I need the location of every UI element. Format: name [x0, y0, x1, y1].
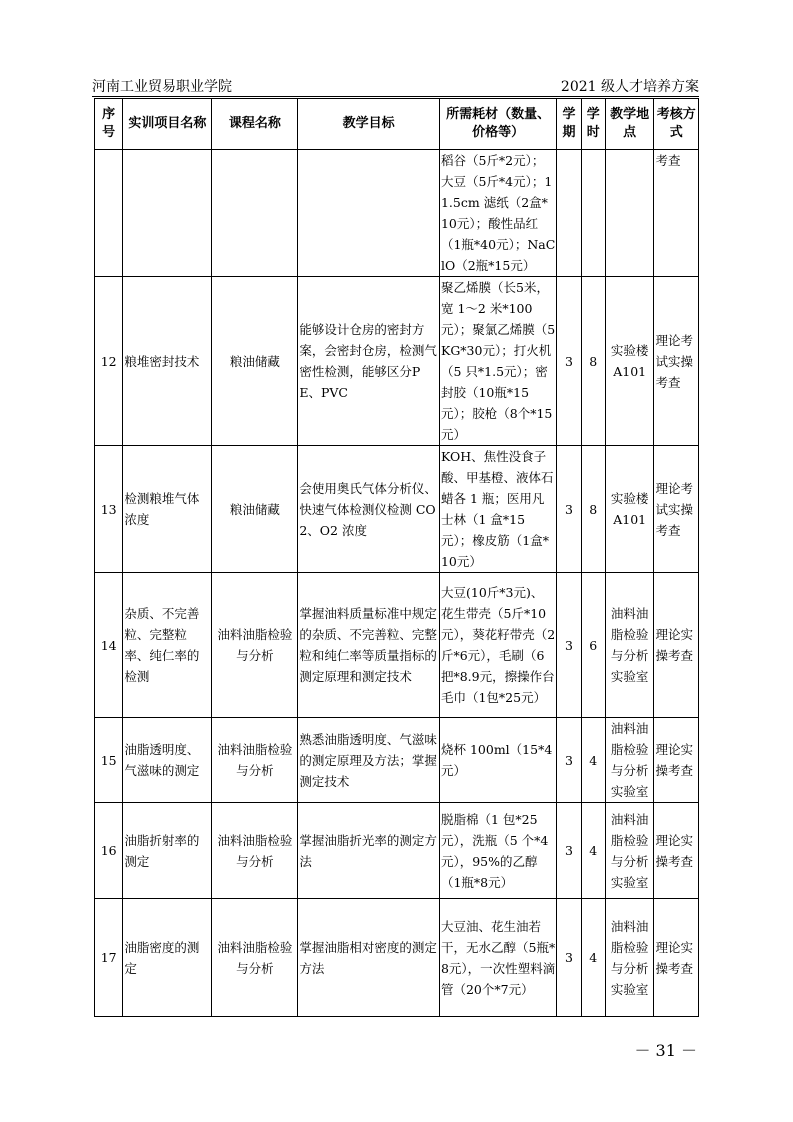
cell-goal — [298, 150, 440, 277]
col-header-project: 实训项目名称 — [123, 99, 212, 150]
cell-exam: 理论实操考查 — [654, 899, 699, 1017]
cell-exam: 理论实操考查 — [654, 803, 699, 899]
cell-course: 油料油脂检验与分析 — [212, 718, 298, 803]
cell-goal: 掌握油脂相对密度的测定方法 — [298, 899, 440, 1017]
cell-goal: 掌握油脂折光率的测定方法 — [298, 803, 440, 899]
cell-hours — [581, 150, 605, 277]
cell-course: 粮油储藏 — [212, 446, 298, 573]
cell-place: 油料油脂检验与分析实验室 — [605, 803, 654, 899]
col-header-hours: 学时 — [581, 99, 605, 150]
cell-materials: 稻谷（5斤*2元）；大豆（5斤*4元）；11.5cm 滤纸（2盒*10元）；酸性品红（1瓶*40元）；NaClO（2瓶*15元） — [439, 150, 556, 277]
table-row — [95, 150, 699, 277]
cell-hours: 6 — [581, 573, 605, 718]
cell-course — [212, 150, 298, 277]
cell-course: 油料油脂检验与分析 — [212, 573, 298, 718]
cell-no: 14 — [95, 573, 123, 718]
header-school: 河南工业贸易职业学院 — [92, 79, 232, 95]
cell-goal: 能够设计仓房的密封方案，会密封仓房，检测气密性检测，能够区分PE、PVC — [298, 277, 440, 446]
cell-no — [95, 150, 123, 277]
cell-place — [605, 150, 654, 277]
cell-hours: 8 — [581, 277, 605, 446]
cell-materials: KOH、焦性没食子酸、甲基橙、液体石蜡各 1 瓶；医用凡士林（1 盒*15元）；橡皮筋（1盒*10元） — [439, 446, 556, 573]
cell-project: 粮堆密封技术 — [123, 277, 212, 446]
cell-term: 3 — [557, 277, 581, 446]
cell-project: 油脂折射率的测定 — [123, 803, 212, 899]
cell-project: 检测粮堆气体浓度 — [123, 446, 212, 573]
cell-goal: 掌握油料质量标准中规定的杂质、不完善粒、完整粒和纯仁率等质量指标的测定原理和测定技术 — [298, 573, 440, 718]
cell-hours: 8 — [581, 446, 605, 573]
cell-no: 17 — [95, 899, 123, 1017]
col-header-materials: 所需耗材（数量、价格等） — [439, 99, 556, 150]
cell-place: 实验楼A101 — [605, 277, 654, 446]
cell-hours: 4 — [581, 899, 605, 1017]
col-header-exam: 考核方式 — [654, 99, 699, 150]
col-header-place: 教学地点 — [605, 99, 654, 150]
cell-hours: 4 — [581, 718, 605, 803]
training-table — [94, 98, 699, 1017]
cell-exam: 考查 — [654, 150, 699, 277]
cell-exam: 理论考试实操考查 — [654, 446, 699, 573]
col-header-course: 课程名称 — [212, 99, 298, 150]
table-header-row — [95, 99, 699, 150]
header-rule — [92, 96, 699, 97]
cell-no: 16 — [95, 803, 123, 899]
cell-materials: 聚乙烯膜（长5米，宽 1～2 米*100元）；聚氯乙烯膜（5KG*30元）；打火机（5 只*1.5元）；密封胶（10瓶*15元）；胶枪（8个*15元） — [439, 277, 556, 446]
cell-term: 3 — [557, 899, 581, 1017]
cell-term — [557, 150, 581, 277]
cell-exam: 理论考试实操考查 — [654, 277, 699, 446]
cell-term: 3 — [557, 573, 581, 718]
cell-materials: 大豆油、花生油若干，无水乙醇（5瓶*8元），一次性塑料滴管（20个*7元） — [439, 899, 556, 1017]
cell-no: 13 — [95, 446, 123, 573]
col-header-term: 学期 — [557, 99, 581, 150]
cell-project: 油脂密度的测定 — [123, 899, 212, 1017]
cell-term: 3 — [557, 803, 581, 899]
cell-no: 12 — [95, 277, 123, 446]
cell-place: 油料油脂检验与分析实验室 — [605, 899, 654, 1017]
cell-course: 油料油脂检验与分析 — [212, 803, 298, 899]
page-number: － 31 － — [634, 1041, 697, 1060]
table-row — [95, 803, 699, 899]
cell-term: 3 — [557, 446, 581, 573]
cell-materials: 烧杯 100ml（15*4元） — [439, 718, 556, 803]
cell-materials: 大豆(10斤*3元)、花生带壳（5斤*10元），葵花籽带壳（2斤*6元），毛刷（6把*8.9元，擦操作台毛巾（1包*25元） — [439, 573, 556, 718]
col-header-goal: 教学目标 — [298, 99, 440, 150]
cell-project — [123, 150, 212, 277]
cell-project: 杂质、不完善粒、完整粒率、纯仁率的检测 — [123, 573, 212, 718]
cell-hours: 4 — [581, 803, 605, 899]
cell-project: 油脂透明度、气滋味的测定 — [123, 718, 212, 803]
cell-place: 油料油脂检验与分析实验室 — [605, 573, 654, 718]
table-row — [95, 277, 699, 446]
table-row — [95, 718, 699, 803]
cell-materials: 脱脂棉（1 包*25元），洗瓶（5 个*4 元），95%的乙醇（1瓶*8元） — [439, 803, 556, 899]
cell-goal: 熟悉油脂透明度、气滋味的测定原理及方法；掌握测定技术 — [298, 718, 440, 803]
cell-course: 粮油储藏 — [212, 277, 298, 446]
cell-place: 实验楼A101 — [605, 446, 654, 573]
table-row — [95, 446, 699, 573]
header-plan-title: 2021 级人才培养方案 — [560, 79, 699, 95]
cell-course: 油料油脂检验与分析 — [212, 899, 298, 1017]
cell-exam: 理论实操考查 — [654, 718, 699, 803]
cell-exam: 理论实操考查 — [654, 573, 699, 718]
cell-place: 油料油脂检验与分析实验室 — [605, 718, 654, 803]
cell-goal: 会使用奥氏气体分析仪、快速气体检测仪检测 CO2、O2 浓度 — [298, 446, 440, 573]
cell-term: 3 — [557, 718, 581, 803]
table-row — [95, 899, 699, 1017]
table-row — [95, 573, 699, 718]
cell-no: 15 — [95, 718, 123, 803]
col-header-no: 序号 — [95, 99, 123, 150]
